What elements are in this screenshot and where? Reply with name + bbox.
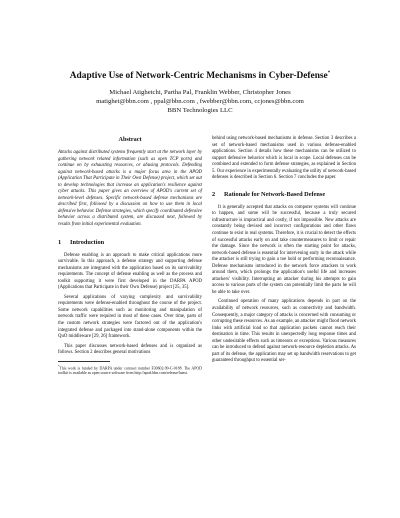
section-2-number: 2 [212,190,216,198]
section-1-paragraph-1: Defense enabling is an approach to make critical applications more survivable. In this approach, a defense strategy and supporting defense mechanisms are integrated with the application based on its survivability requirements. The concept of defense enabling as well as the process and toolkit supporting it were first developed in the DARPA APOD (Applications that Participate in their Own Defense) project [25, 35]. [58,252,202,291]
abstract-heading: Abstract [118,136,142,143]
section-1-number: 1 [58,238,62,246]
section-1-paragraph-2: Several applications of varying complexity and survivability requirements were defense-enabled throughout the course of the project. Some network capabilities such as monitoring and manipulation of network traffic were required in most of these cases. Over time, parts of the custom network strategies were factored out of the application's integrated defense and packaged into stand-alone components within the QuO middleware [29, 26] framework. [58,294,202,340]
section-2-paragraph-2: Continued operation of many applications depends in part on the availability of network resources, such as connectivity and bandwidth. Consequently, a major category of attacks is concerned with consuming or corrupting these resources. As an example, an attacker might flood network links with artificial load so that application packets cannot reach their destination in time. This results in unexpectedly long response times and other undesirable effects such as timeouts or exceptions. Various measures can be introduced to defend against network-resource depletion attacks. As part of its defense, the application may set up bandwidth reservations to get guaranteed throughput to essential ser- [212,299,356,364]
section-1-title: Introduction [70,238,105,246]
section-2-heading [212,191,356,199]
footnote-marker: * [58,363,60,368]
intro-continuation: behind using network-based mechanisms in defense. Section 3 describes a set of network-based mechanisms used in various defense-enabled applications. Section 4 details how these mechanisms can be utilized to support defensive behavior which is local in scope. Local defenses can be combined and extended to form defense strategies, as explained in Section 5. Our experience in experimentally evaluating the utility of network-based defenses is described in Section 6. Section 7 concludes the paper. [212,136,356,181]
author-affiliation: BBN Technologies LLC [167,107,233,115]
section-2-paragraph-1: It is generally accepted that attacks on computer systems will continue to happen, and some will be successful, because a truly secured infrastructure is impractical and costly, if not impossible. New attacks are constantly being devised and incorrect configurations and other flaws continue to exist in real systems. Therefore, it is crucial to detect the effects of successful attacks early on and take countermeasures to limit or repair the damage. Since the network is often the starting point for attacks, network-based defense is essential for intervening early in the attack while the attacker is still trying to gain a toe hold or performing reconnaissance. Defense mechanisms introduced in the network force attackers to work around them, which prolongs the application's useful life and increases attackers' visibility. Interrupting an attacker during his attempts to gain access to various parts of the system can potentially limit the parts he will be able to take over. [212,204,356,295]
author-emails: matighet@bbn.com , ppal@bbn.com , fwebber@bbn.com, ccjones@bbn.com [96,98,304,106]
paper-title-text: Adaptive Use of Network-Centric Mechanisms in Cyber-Defense [69,71,328,82]
abstract-text: Attacks against distributed systems frequently start at the network layer by gathering network related information (such as open TCP ports) and continue on by exhausting resources, or abusing protocols. Defending against network-based attacks is a major focus area in the APOD (Application That Participate in Their Own Defense) project, which set out to develop technologies that increase an application's resilience against cyber attacks. This paper gives an overview of APOD's current set of network-level defenses. Specific network-based defense mechanisms are described first, followed by a discussion on how to use them in local defensive behavior. Defense strategies, which specify coordinated defensive behavior across a distributed system, are discussed next, followed by results from initial experimental evaluation. [58,150,202,228]
section-2-title: Rationale for Network-Based Defense [224,190,326,198]
left-column [58,136,202,376]
section-1-paragraph-3: This paper discusses network-based defenses and is organized as follows. Section 2 describes general motivations [58,343,202,356]
section-1-heading [58,239,202,247]
author-block [20,88,380,116]
right-column [212,136,356,368]
footnote-text: This work is funded by DARPA under contract number F30602-99-C-0188. The APOD toolkit is available as open source software from http://apod.bbn.com/release/latest. [58,366,202,376]
footnote [58,364,202,376]
footnote-rule [58,361,110,362]
author-names: Michael Atighetchi, Partha Pal, Franklin Webber, Christopher Jones [109,89,291,96]
title-footnote-marker: * [327,71,331,76]
paper-title [20,68,380,82]
